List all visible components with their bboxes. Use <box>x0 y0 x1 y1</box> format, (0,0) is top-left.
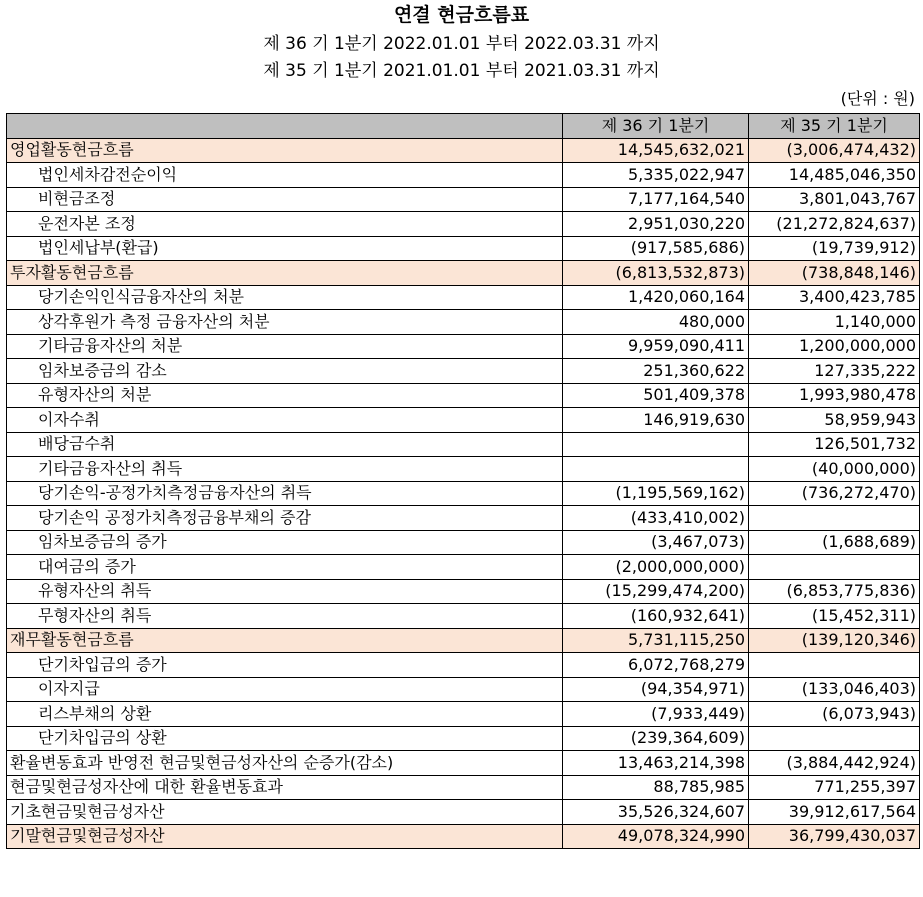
current-period-value: 2,951,030,220 <box>563 212 749 237</box>
table-row <box>7 236 920 261</box>
prior-period-value <box>749 555 920 580</box>
row-label: 현금및현금성자산에 대한 환율변동효과 <box>7 775 563 800</box>
table-row <box>7 530 920 555</box>
current-period-value: (6,813,532,873) <box>563 261 749 286</box>
current-period-value: (239,364,609) <box>563 726 749 751</box>
prior-period-value: (3,006,474,432) <box>749 138 920 163</box>
row-label: 임차보증금의 감소 <box>7 359 563 384</box>
table-row <box>7 506 920 531</box>
cash-flow-table <box>6 113 920 849</box>
prior-period-value: (6,073,943) <box>749 702 920 727</box>
row-label: 운전자본 조정 <box>7 212 563 237</box>
unit-label: (단위 : 원) <box>840 89 915 108</box>
current-period-value: 9,959,090,411 <box>563 334 749 359</box>
row-label: 이자지급 <box>7 677 563 702</box>
table-row <box>7 775 920 800</box>
table-row <box>7 653 920 678</box>
table-row <box>7 261 920 286</box>
prior-period-value <box>749 653 920 678</box>
row-label: 배당금수취 <box>7 432 563 457</box>
table-row <box>7 334 920 359</box>
current-period-value: 7,177,164,540 <box>563 187 749 212</box>
current-period-value: 6,072,768,279 <box>563 653 749 678</box>
current-period-value: 501,409,378 <box>563 383 749 408</box>
current-period-value: 480,000 <box>563 310 749 335</box>
row-label: 당기손익-공정가치측정금융자산의 취득 <box>7 481 563 506</box>
prior-period-value: 3,801,043,767 <box>749 187 920 212</box>
table-row <box>7 677 920 702</box>
prior-period-value: (736,272,470) <box>749 481 920 506</box>
prior-period-value: 1,200,000,000 <box>749 334 920 359</box>
row-label: 영업활동현금흐름 <box>7 138 563 163</box>
current-period-value: 49,078,324,990 <box>563 824 749 849</box>
current-period-value: 13,463,214,398 <box>563 751 749 776</box>
prior-period-value: 126,501,732 <box>749 432 920 457</box>
prior-period-value: 36,799,430,037 <box>749 824 920 849</box>
row-label: 당기손익 공정가치측정금융부채의 증감 <box>7 506 563 531</box>
table-row <box>7 457 920 482</box>
header-prior-period: 제 35 기 1분기 <box>749 114 920 139</box>
table-row <box>7 481 920 506</box>
table-row <box>7 212 920 237</box>
table-row <box>7 359 920 384</box>
row-label: 기말현금및현금성자산 <box>7 824 563 849</box>
current-period-value: (917,585,686) <box>563 236 749 261</box>
prior-period-value: (15,452,311) <box>749 604 920 629</box>
current-period-value: 146,919,630 <box>563 408 749 433</box>
row-label: 상각후원가 측정 금융자산의 처분 <box>7 310 563 335</box>
table-row <box>7 432 920 457</box>
prior-period-value: (139,120,346) <box>749 628 920 653</box>
row-label: 법인세차감전순이익 <box>7 163 563 188</box>
current-period-value: (160,932,641) <box>563 604 749 629</box>
current-period-value: 251,360,622 <box>563 359 749 384</box>
table-header-row <box>7 114 920 139</box>
table-row <box>7 555 920 580</box>
table-row <box>7 408 920 433</box>
prior-period-value: (133,046,403) <box>749 677 920 702</box>
prior-period-value <box>749 726 920 751</box>
row-label: 단기차입금의 상환 <box>7 726 563 751</box>
row-label: 이자수취 <box>7 408 563 433</box>
prior-period-value <box>749 506 920 531</box>
table-body <box>7 138 920 849</box>
current-period-value: 35,526,324,607 <box>563 800 749 825</box>
current-period-value <box>563 457 749 482</box>
prior-period-value: (21,272,824,637) <box>749 212 920 237</box>
prior-period-value: 771,255,397 <box>749 775 920 800</box>
prior-period-value: 127,335,222 <box>749 359 920 384</box>
row-label: 재무활동현금흐름 <box>7 628 563 653</box>
row-label: 기타금융자산의 취득 <box>7 457 563 482</box>
row-label: 당기손익인식금융자산의 처분 <box>7 285 563 310</box>
row-label: 리스부채의 상환 <box>7 702 563 727</box>
period-prior: 제 35 기 1분기 2021.01.01 부터 2021.03.31 까지 <box>263 61 660 81</box>
prior-period-value: (1,688,689) <box>749 530 920 555</box>
header-label <box>7 114 563 139</box>
row-label: 기타금융자산의 처분 <box>7 334 563 359</box>
row-label: 임차보증금의 증가 <box>7 530 563 555</box>
current-period-value: (1,195,569,162) <box>563 481 749 506</box>
prior-period-value: (3,884,442,924) <box>749 751 920 776</box>
row-label: 투자활동현금흐름 <box>7 261 563 286</box>
row-label: 유형자산의 처분 <box>7 383 563 408</box>
prior-period-value: (6,853,775,836) <box>749 579 920 604</box>
current-period-value: (2,000,000,000) <box>563 555 749 580</box>
current-period-value: (94,354,971) <box>563 677 749 702</box>
table-row <box>7 628 920 653</box>
header-current-period: 제 36 기 1분기 <box>563 114 749 139</box>
table-row <box>7 579 920 604</box>
prior-period-value: 3,400,423,785 <box>749 285 920 310</box>
table-row <box>7 163 920 188</box>
prior-period-value: (19,739,912) <box>749 236 920 261</box>
row-label: 무형자산의 취득 <box>7 604 563 629</box>
table-row <box>7 726 920 751</box>
table-row <box>7 751 920 776</box>
current-period-value: (7,933,449) <box>563 702 749 727</box>
prior-period-value: 1,140,000 <box>749 310 920 335</box>
table-row <box>7 310 920 335</box>
prior-period-value: 14,485,046,350 <box>749 163 920 188</box>
current-period-value: (3,467,073) <box>563 530 749 555</box>
current-period-value: 14,545,632,021 <box>563 138 749 163</box>
row-label: 기초현금및현금성자산 <box>7 800 563 825</box>
table-row <box>7 187 920 212</box>
prior-period-value: 1,993,980,478 <box>749 383 920 408</box>
row-label: 환율변동효과 반영전 현금및현금성자산의 순증가(감소) <box>7 751 563 776</box>
current-period-value: 88,785,985 <box>563 775 749 800</box>
row-label: 비현금조정 <box>7 187 563 212</box>
current-period-value: 5,335,022,947 <box>563 163 749 188</box>
current-period-value <box>563 432 749 457</box>
current-period-value: (15,299,474,200) <box>563 579 749 604</box>
table-row <box>7 383 920 408</box>
table-row <box>7 800 920 825</box>
table-row <box>7 138 920 163</box>
current-period-value: 5,731,115,250 <box>563 628 749 653</box>
current-period-value: (433,410,002) <box>563 506 749 531</box>
row-label: 대여금의 증가 <box>7 555 563 580</box>
table-row <box>7 285 920 310</box>
table-row <box>7 604 920 629</box>
period-current: 제 36 기 1분기 2022.01.01 부터 2022.03.31 까지 <box>263 34 660 54</box>
prior-period-value: 58,959,943 <box>749 408 920 433</box>
row-label: 유형자산의 취득 <box>7 579 563 604</box>
table-row <box>7 702 920 727</box>
statement-title: 연결 현금흐름표 <box>393 4 530 26</box>
table-row <box>7 824 920 849</box>
prior-period-value: 39,912,617,564 <box>749 800 920 825</box>
prior-period-value: (738,848,146) <box>749 261 920 286</box>
row-label: 단기차입금의 증가 <box>7 653 563 678</box>
current-period-value: 1,420,060,164 <box>563 285 749 310</box>
prior-period-value: (40,000,000) <box>749 457 920 482</box>
row-label: 법인세납부(환급) <box>7 236 563 261</box>
